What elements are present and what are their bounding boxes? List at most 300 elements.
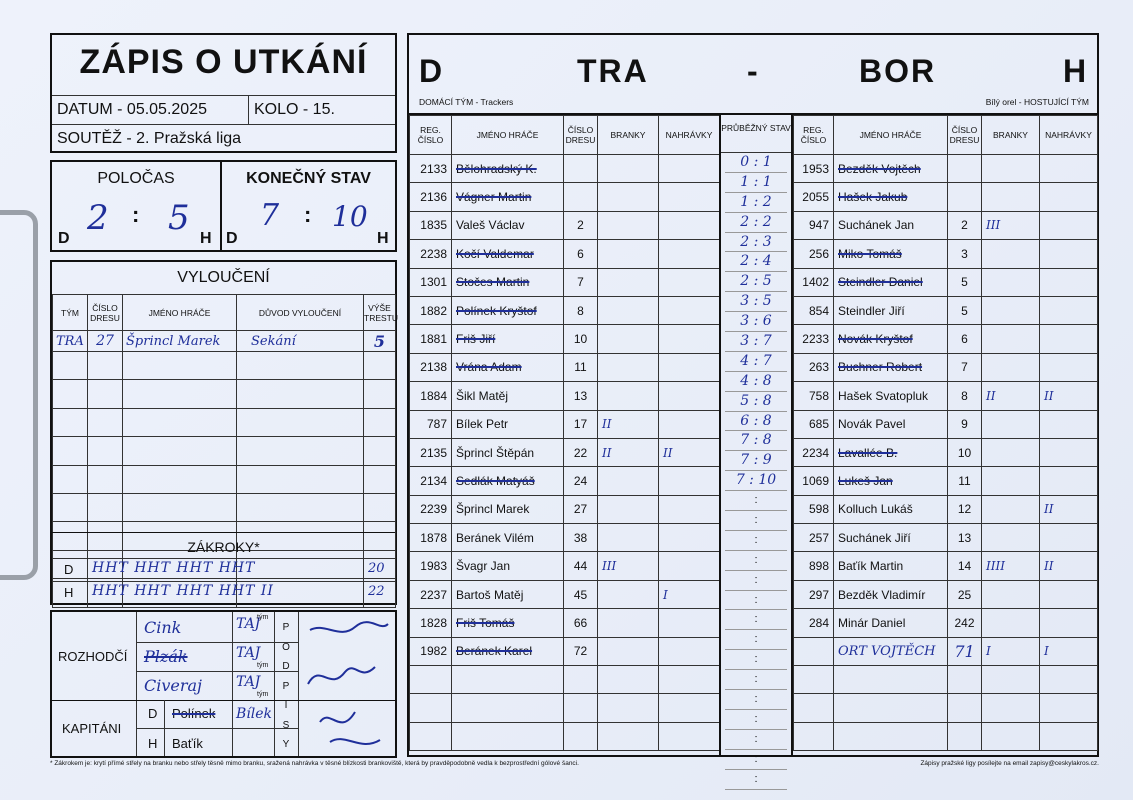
referee-1-team: TAJ (236, 616, 261, 632)
away-player-row (794, 353, 1098, 381)
podpisy-letter: P (282, 622, 290, 633)
running-score-entry: : (725, 670, 787, 690)
away-player-assists (1040, 609, 1098, 637)
fouls-h-tally: HHT HHT HHT HHT II (92, 583, 274, 599)
home-player-number: 27 (564, 495, 598, 523)
home-player-number: 38 (564, 524, 598, 552)
away-player-row (794, 183, 1098, 211)
home-player-reg: 2138 (410, 353, 452, 381)
home-player-row (410, 666, 720, 694)
running-score-entry: : (725, 491, 787, 511)
running-score-entry: 7 : 10 (725, 471, 787, 491)
away-player-goals (982, 183, 1040, 211)
away-header-reg: REG. ČÍSLO (794, 116, 834, 155)
home-player-number: 6 (564, 240, 598, 268)
away-player-goals (982, 296, 1040, 324)
away-player-row (794, 240, 1098, 268)
round-field: KOLO - 15. (254, 101, 335, 118)
referee-label: ROZHODČÍ (58, 649, 128, 664)
home-player-assists (659, 609, 720, 637)
away-player-name: Novák Pavel (834, 410, 948, 438)
final-h: H (377, 230, 389, 247)
home-player-row (410, 268, 720, 296)
home-player-assists (659, 183, 720, 211)
home-player-number: 17 (564, 410, 598, 438)
away-player-assists (1040, 694, 1098, 722)
home-player-goals: II (598, 410, 659, 438)
captain-d-name: Polínek (172, 706, 216, 721)
away-player-reg: 1069 (794, 467, 834, 495)
excl-header-name: JMÉNO HRÁČE (123, 295, 237, 331)
captain-h-name: Baťík (172, 736, 203, 751)
home-player-assists: II (659, 438, 720, 466)
away-player-number: 8 (948, 382, 982, 410)
away-player-row (794, 268, 1098, 296)
home-player-name: Sedlák Matyáš (452, 467, 564, 495)
away-player-number: 25 (948, 580, 982, 608)
away-player-row (794, 410, 1098, 438)
away-player-reg: 898 (794, 552, 834, 580)
running-score-entry: : (725, 610, 787, 630)
referee-3-team: TAJ (236, 674, 261, 690)
away-player-goals (982, 524, 1040, 552)
podpisy-letter: P (282, 680, 290, 692)
referee-2-name: Plzák (144, 647, 188, 666)
away-player-goals (982, 580, 1040, 608)
away-player-name: Steindler Daniel (834, 268, 948, 296)
signature-2 (308, 667, 375, 684)
running-score-entry: 6 : 8 (725, 412, 787, 432)
home-player-name (452, 666, 564, 694)
away-player-assists (1040, 155, 1098, 183)
referee-2-team: TAJ (236, 645, 261, 661)
home-player-assists: I (659, 580, 720, 608)
running-score-entry: : (725, 710, 787, 730)
excl-name: Šprincl Marek (123, 331, 237, 352)
away-player-goals (982, 240, 1040, 268)
home-player-goals (598, 155, 659, 183)
home-player-row (410, 240, 720, 268)
away-player-reg: 256 (794, 240, 834, 268)
home-player-row (410, 722, 720, 750)
home-player-assists (659, 694, 720, 722)
home-player-assists (659, 552, 720, 580)
away-player-assists (1040, 580, 1098, 608)
home-player-assists (659, 722, 720, 750)
final-label: KONEČNÝ STAV (246, 170, 371, 187)
away-player-assists (1040, 467, 1098, 495)
away-player-assists: I (1040, 637, 1098, 665)
running-score-entry: : (725, 551, 787, 571)
away-player-goals: III (982, 211, 1040, 239)
away-player-name (834, 722, 948, 750)
running-score-entry: : (725, 630, 787, 650)
home-player-reg: 2238 (410, 240, 452, 268)
excl-penalty: 5 (364, 331, 396, 352)
home-player-reg: 2237 (410, 580, 452, 608)
home-player-reg: 1301 (410, 268, 452, 296)
away-player-assists (1040, 268, 1098, 296)
home-player-goals (598, 211, 659, 239)
excl-header-penalty: VÝŠE TRESTU (364, 295, 396, 331)
signature-1 (310, 622, 388, 632)
home-player-assists (659, 325, 720, 353)
running-score-entry: : (725, 750, 787, 770)
home-player-goals (598, 637, 659, 665)
home-player-name: Bartoš Matěj (452, 580, 564, 608)
away-player-number: 6 (948, 325, 982, 353)
running-score-entry: 4 : 8 (725, 372, 787, 392)
exclusions-title: VYLOUČENÍ (177, 269, 270, 286)
away-player-row (794, 552, 1098, 580)
running-score-entry: : (725, 770, 787, 790)
away-player-row (794, 211, 1098, 239)
away-player-reg: 263 (794, 353, 834, 381)
home-player-goals (598, 666, 659, 694)
home-player-name: Kočí Valdemar (452, 240, 564, 268)
final-home: 7 (260, 198, 280, 233)
running-score-entry: : (725, 730, 787, 750)
away-player-assists (1040, 240, 1098, 268)
running-score-entry: 2 : 5 (725, 272, 787, 292)
away-player-name: Lavallée B. (834, 438, 948, 466)
away-team-abbr: BOR (859, 53, 937, 89)
away-player-name (834, 694, 948, 722)
home-player-reg: 1878 (410, 524, 452, 552)
home-player-goals (598, 382, 659, 410)
home-player-row (410, 183, 720, 211)
home-player-goals (598, 580, 659, 608)
home-player-number: 45 (564, 580, 598, 608)
home-player-row (410, 296, 720, 324)
home-player-row (410, 382, 720, 410)
home-player-reg: 787 (410, 410, 452, 438)
home-player-row (410, 353, 720, 381)
away-player-name: Baťík Martin (834, 552, 948, 580)
captains-label: KAPITÁNI (62, 721, 122, 736)
away-player-goals (982, 410, 1040, 438)
away-player-row (794, 325, 1098, 353)
away-player-goals (982, 495, 1040, 523)
away-player-reg (794, 694, 834, 722)
away-player-number: 14 (948, 552, 982, 580)
team-small-1: tým (257, 614, 269, 621)
home-player-row (410, 410, 720, 438)
away-player-row (794, 382, 1098, 410)
away-player-row (794, 467, 1098, 495)
away-player-assists: II (1040, 495, 1098, 523)
podpisy-letter: Y (282, 739, 290, 750)
signature-3 (320, 712, 380, 744)
away-header-goals: BRANKY (982, 116, 1040, 155)
running-score-entry: 2 : 3 (725, 233, 787, 253)
running-score-entry: 1 : 2 (725, 193, 787, 213)
excl-header-reason: DŮVOD VYLOUČENÍ (237, 295, 364, 331)
fouls-title: ZÁKROKY* (187, 539, 260, 555)
home-player-number: 7 (564, 268, 598, 296)
competition-field: SOUTĚŽ - 2. Pražská liga (57, 130, 242, 147)
score-block (50, 160, 397, 252)
away-player-number: 11 (948, 467, 982, 495)
fouls-d-tally: HHT HHT HHT HHT (92, 560, 256, 576)
away-player-assists (1040, 666, 1098, 694)
footer-note: * Zákrokem je: krytí přímé střely na branku nebo střely těsně mimo branku, sražená nahrávka v těsné blízkosti brankoviště, která by pravděpodobně vedla k bezprostřední gólové šanci. (50, 760, 579, 767)
away-player-row (794, 694, 1098, 722)
away-player-number: 5 (948, 268, 982, 296)
referee-1-name: Cink (144, 618, 182, 637)
running-score-entry: 7 : 9 (725, 451, 787, 471)
away-player-goals (982, 722, 1040, 750)
home-player-goals (598, 694, 659, 722)
away-h-letter: H (1063, 53, 1087, 89)
home-player-goals (598, 325, 659, 353)
home-player-row (410, 524, 720, 552)
away-player-row (794, 296, 1098, 324)
home-player-number (564, 183, 598, 211)
home-player-reg: 2133 (410, 155, 452, 183)
home-player-row (410, 637, 720, 665)
home-player-number: 22 (564, 438, 598, 466)
away-player-row (794, 580, 1098, 608)
home-player-assists (659, 211, 720, 239)
home-player-goals (598, 183, 659, 211)
home-player-reg: 1881 (410, 325, 452, 353)
halftime-away: 5 (168, 198, 190, 238)
fouls-h-total: 22 (368, 584, 385, 599)
home-team-abbr: TRA (577, 53, 649, 89)
home-player-reg (410, 722, 452, 750)
home-player-row (410, 580, 720, 608)
home-player-number (564, 694, 598, 722)
team-dash: - (747, 53, 758, 89)
away-player-reg: 297 (794, 580, 834, 608)
podpisy-letter: D (282, 661, 290, 672)
away-player-number (948, 666, 982, 694)
home-player-row (410, 467, 720, 495)
away-player-goals: I (982, 637, 1040, 665)
captain-d-side: D (148, 706, 158, 721)
away-player-reg: 598 (794, 495, 834, 523)
footer-email: Zápisy pražské ligy posílejte na email zapisy@ceskylakros.cz. (920, 760, 1099, 767)
running-score-entry: : (725, 591, 787, 611)
away-player-name: Hašek Jakub (834, 183, 948, 211)
away-player-number: 10 (948, 438, 982, 466)
away-header-number: ČÍSLO DRESU (948, 116, 982, 155)
away-player-name: Miko Tomáš (834, 240, 948, 268)
away-player-assists (1040, 438, 1098, 466)
home-player-row (410, 495, 720, 523)
away-player-goals (982, 155, 1040, 183)
running-score-entry: 3 : 6 (725, 312, 787, 332)
exclusion-row (53, 331, 396, 352)
final-sep: : (304, 202, 312, 227)
away-player-number: 3 (948, 240, 982, 268)
podpisy-letter: I (284, 700, 288, 711)
away-player-row (794, 495, 1098, 523)
excl-reason: Sekání (237, 331, 364, 352)
away-player-name: Minár Daniel (834, 609, 948, 637)
home-player-row (410, 609, 720, 637)
home-team-label: DOMÁCÍ TÝM - Trackers (419, 97, 514, 107)
home-player-goals (598, 353, 659, 381)
home-player-name: Valeš Václav (452, 211, 564, 239)
running-score-entry: 7 : 8 (725, 431, 787, 451)
away-player-name: Bezděk Vojtěch (834, 155, 948, 183)
away-player-reg (794, 722, 834, 750)
home-player-reg: 1982 (410, 637, 452, 665)
halftime-sep: : (132, 202, 140, 227)
away-player-assists (1040, 325, 1098, 353)
home-player-reg: 2136 (410, 183, 452, 211)
away-player-goals (982, 467, 1040, 495)
running-score-entry: 0 : 1 (725, 153, 787, 173)
halftime-label: POLOČAS (97, 170, 175, 187)
fouls-h-label: H (64, 585, 74, 600)
away-player-goals (982, 666, 1040, 694)
away-player-assists (1040, 722, 1098, 750)
home-player-name: Šprincl Marek (452, 495, 564, 523)
away-player-name: Suchánek Jiří (834, 524, 948, 552)
home-player-assists (659, 155, 720, 183)
away-player-goals (982, 609, 1040, 637)
away-player-assists (1040, 211, 1098, 239)
running-score-entry: 4 : 7 (725, 352, 787, 372)
home-player-name (452, 694, 564, 722)
home-roster-table (409, 115, 720, 751)
home-player-name (452, 722, 564, 750)
running-score-header: PRŮBĚŽNÝ STAV (721, 115, 791, 153)
home-player-goals (598, 524, 659, 552)
away-player-number (948, 722, 982, 750)
home-player-reg: 1835 (410, 211, 452, 239)
home-header-goals: BRANKY (598, 116, 659, 155)
home-player-name: Bělohradský K. (452, 155, 564, 183)
home-player-reg: 2239 (410, 495, 452, 523)
away-player-reg: 947 (794, 211, 834, 239)
away-player-assists (1040, 353, 1098, 381)
home-player-reg: 2134 (410, 467, 452, 495)
excl-team: TRA (53, 331, 88, 352)
away-player-name: Steindler Jiří (834, 296, 948, 324)
home-player-assists (659, 637, 720, 665)
exclusions-block (50, 260, 397, 605)
home-player-assists (659, 268, 720, 296)
excl-header-number: ČÍSLO DRESU (88, 295, 123, 331)
home-player-goals (598, 609, 659, 637)
home-player-name: Bílek Petr (452, 410, 564, 438)
home-player-assists (659, 524, 720, 552)
away-player-reg: 685 (794, 410, 834, 438)
away-player-reg: 1402 (794, 268, 834, 296)
halftime-home: 2 (87, 198, 109, 238)
home-player-reg: 1983 (410, 552, 452, 580)
away-player-name: Bezděk Vladimír (834, 580, 948, 608)
home-player-name: Beránek Vilém (452, 524, 564, 552)
away-player-goals (982, 353, 1040, 381)
away-player-goals (982, 694, 1040, 722)
home-player-name: Friš Jiří (452, 325, 564, 353)
home-player-number (564, 666, 598, 694)
away-player-goals (982, 325, 1040, 353)
halftime-h: H (200, 230, 212, 247)
away-player-row (794, 637, 1098, 665)
away-player-name (834, 666, 948, 694)
podpisy-letter: O (282, 641, 290, 653)
referee-3-name: Civeraj (144, 676, 203, 695)
home-player-number: 13 (564, 382, 598, 410)
home-player-assists (659, 467, 720, 495)
home-player-reg (410, 694, 452, 722)
away-player-row (794, 524, 1098, 552)
away-player-assists (1040, 296, 1098, 324)
away-player-assists: II (1040, 382, 1098, 410)
home-player-row (410, 155, 720, 183)
away-player-number: 5 (948, 296, 982, 324)
home-player-number: 66 (564, 609, 598, 637)
away-roster-table (793, 115, 1098, 751)
home-player-assists (659, 382, 720, 410)
officials-block (50, 610, 397, 758)
home-player-number: 24 (564, 467, 598, 495)
home-d-letter: D (419, 53, 443, 89)
home-player-name: Šikl Matěj (452, 382, 564, 410)
home-player-goals (598, 495, 659, 523)
away-player-number: 242 (948, 609, 982, 637)
home-player-assists (659, 666, 720, 694)
home-player-row (410, 211, 720, 239)
podpisy-letter: S (282, 719, 290, 731)
home-player-assists (659, 353, 720, 381)
home-header-name: JMÉNO HRÁČE (452, 116, 564, 155)
away-player-assists (1040, 410, 1098, 438)
final-d: D (226, 230, 238, 247)
sheet-title: ZÁPIS O UTKÁNÍ (79, 43, 368, 81)
away-player-goals: II (982, 382, 1040, 410)
away-player-reg: 284 (794, 609, 834, 637)
running-score-entry: : (725, 690, 787, 710)
running-score-entry: 1 : 1 (725, 173, 787, 193)
home-player-number: 11 (564, 353, 598, 381)
home-player-number: 72 (564, 637, 598, 665)
team-small-3: tým (257, 691, 269, 698)
away-player-reg (794, 666, 834, 694)
home-player-assists (659, 410, 720, 438)
home-player-reg (410, 666, 452, 694)
away-player-name: Lukeš Jan (834, 467, 948, 495)
away-player-number: 9 (948, 410, 982, 438)
away-player-assists (1040, 524, 1098, 552)
away-header-assists: NAHRÁVKY (1040, 116, 1098, 155)
away-player-name: Kolluch Lukáš (834, 495, 948, 523)
title-block (50, 33, 397, 153)
home-player-reg: 1884 (410, 382, 452, 410)
running-score-column (719, 115, 793, 785)
away-player-number (948, 155, 982, 183)
date-field: DATUM - 05.05.2025 (57, 101, 207, 118)
home-player-name: Friš Tomáš (452, 609, 564, 637)
home-header-assists: NAHRÁVKY (659, 116, 720, 155)
home-player-number (564, 155, 598, 183)
excl-header-team: TÝM (53, 295, 88, 331)
away-player-row (794, 155, 1098, 183)
away-player-name: Hašek Svatopluk (834, 382, 948, 410)
away-player-number: 71 (948, 637, 982, 665)
away-player-row (794, 609, 1098, 637)
home-player-goals (598, 240, 659, 268)
home-player-row (410, 552, 720, 580)
away-player-row (794, 438, 1098, 466)
home-header-reg: REG. ČÍSLO (410, 116, 452, 155)
